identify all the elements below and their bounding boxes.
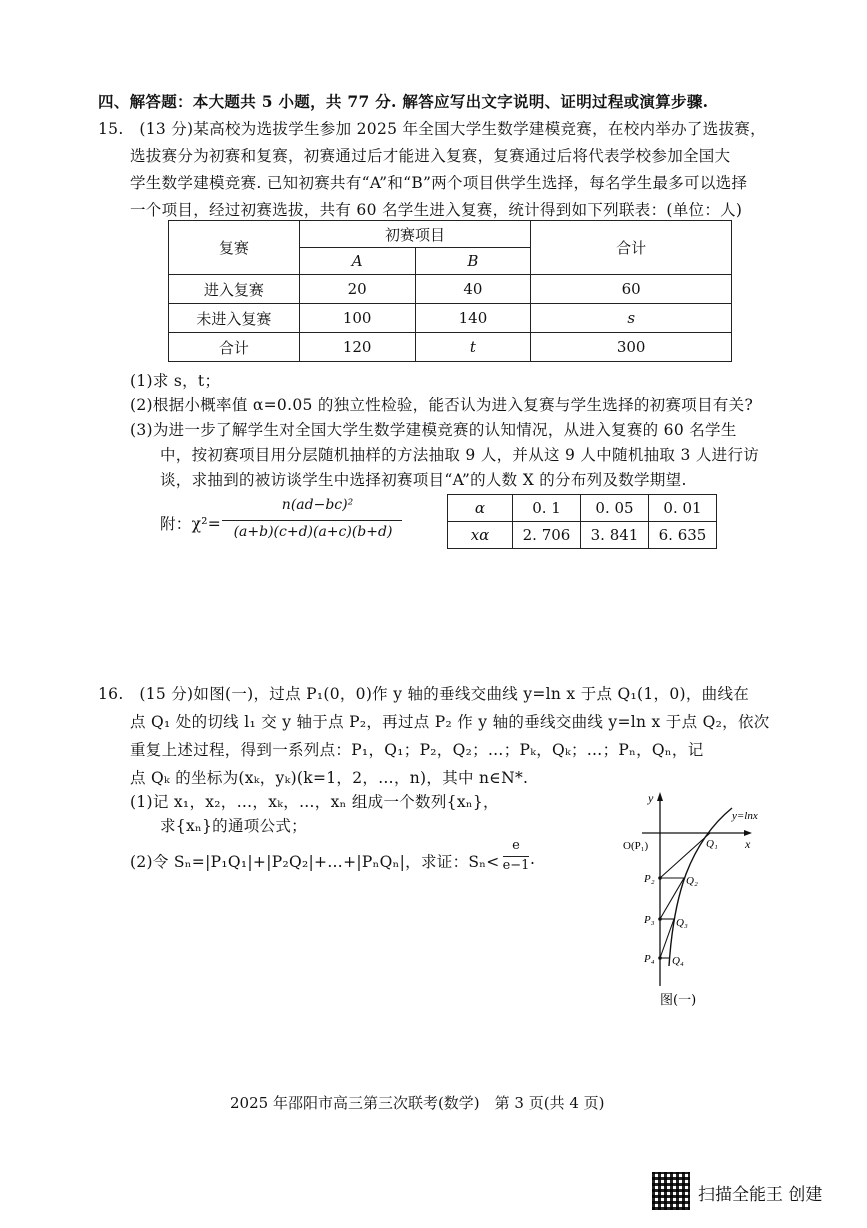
table-row [169,333,732,362]
figure-one [620,786,790,1026]
table-cell: 0. 1 [513,495,581,522]
qr-code-icon [652,1172,690,1210]
q15-line-4: 一个项目，经过初赛选拔，共有 60 名学生进入复赛，统计得到如下列联表：(单位：人) [130,201,743,219]
y-axis-label: y [648,791,654,805]
table-cell: 60 [531,275,732,304]
q15-line-1: 15. (13 分)某高校为选拔学生参加 2025 年全国大学生数学建模竞赛，在校内举办了选拔赛， [98,120,766,138]
formula-numerator: n(ad−bc)² [281,497,354,513]
label-q4: Q₄ [672,955,684,967]
q16-line-2: 点 Q₁ 处的切线 l₁ 交 y 轴于点 P₂，再过点 P₂ 作 y 轴的垂线交曲线 y=ln x 于点 Q₂，依次 [130,713,770,731]
header-total: 合计 [531,221,732,275]
formula-prefix: 附：χ²= [160,515,222,533]
watermark-text: 扫描全能王 创建 [698,1185,823,1205]
x-axis-arrow [744,830,752,836]
table-row [169,304,732,333]
header-fusai: 复赛 [169,221,300,275]
q16-line-3: 重复上述过程，得到一系列点：P₁，Q₁；P₂，Q₂；…；Pₖ，Qₖ；…；Pₙ，Qₙ，记 [130,741,704,759]
header-b: B [415,248,531,275]
fraction-bar [222,520,402,521]
x-alpha-label: xα [448,522,513,549]
q16-part-1a: (1)记 x₁，x₂，…，xₖ，…，xₙ 组成一个数列{xₙ}， [130,793,499,811]
table-row [448,495,717,522]
table-cell: 0. 01 [649,495,717,522]
q16-line-4: 点 Qₖ 的坐标为(xₖ，yₖ)(k=1，2，…，n)，其中 n∈N*. [130,769,529,787]
label-q1: Q₁ [706,838,718,850]
q15-part-3c: 谈，求抽到的被访谈学生中选择初赛项目“A”的人数 X 的分布列及数学期望. [160,471,687,489]
label-p2: P₂ [644,873,655,885]
table-row [448,522,717,549]
q15-line-2: 选拔赛分为初赛和复赛，初赛通过后才能进入复赛，复赛通过后将代表学校参加全国大 [130,147,731,165]
contingency-table [168,220,732,362]
q16-part-2-end: . [530,850,536,868]
tangent-line-1 [660,833,710,878]
table-cell: 100 [299,304,415,333]
point-p3 [658,917,662,921]
label-q3: Q₃ [676,917,688,929]
section-title: 四、解答题：本大题共 5 小题，共 77 分. 解答应写出文字说明、证明过程或演算步骤. [98,92,709,111]
q16-part-2: (2)令 Sₙ=|P₁Q₁|+|P₂Q₂|+…+|PₙQₙ|，求证：Sₙ< [130,853,500,871]
header-chusai: 初赛项目 [299,221,531,248]
fraction-denominator: e−1 [502,858,530,873]
table-cell: 进入复赛 [169,275,300,304]
label-p3: P₃ [644,914,655,926]
curve-label: y=lnx [732,810,758,822]
page-footer: 2025 年邵阳市高三第三次联考(数学) 第 3 页(共 4 页) [230,1094,605,1112]
table-cell: 140 [415,304,531,333]
critical-value-table [447,494,717,549]
table-cell: s [531,304,732,333]
header-a: A [299,248,415,275]
q16-line-1: 16. (15 分)如图(一)，过点 P₁(0，0)作 y 轴的垂线交曲线 y=ln x 于点 Q₁(1，0)，曲线在 [98,685,750,703]
point-p2 [658,876,662,880]
table-cell: 0. 05 [581,495,649,522]
origin-label: O(P₁) [623,840,649,852]
q15-line-3: 学生数学建模竞赛. 已知初赛共有“A”和“B”两个项目供学生选择，每名学生最多可以选择 [130,174,748,192]
formula-denominator: (a+b)(c+d)(a+c)(b+d) [233,524,393,540]
table-cell: 300 [531,333,732,362]
table-cell: t [415,333,531,362]
figure-caption: 图(一) [660,993,697,1008]
x-axis-label: x [745,837,751,851]
table-cell: 2. 706 [513,522,581,549]
table-cell: 未进入复赛 [169,304,300,333]
alpha-label: α [448,495,513,522]
fraction-bar [503,856,529,857]
tangent-line-2 [660,878,684,919]
table-cell: 120 [299,333,415,362]
table-cell: 6. 635 [649,522,717,549]
q15-part-2: (2)根据小概率值 α=0.05 的独立性检验，能否认为进入复赛与学生选择的初赛项目有关? [130,396,754,414]
y-axis-arrow [657,792,663,801]
table-row [169,275,732,304]
fraction-numerator: e [512,838,520,853]
q15-part-3b: 中，按初赛项目用分层随机抽样的方法抽取 9 人，并从这 9 人中随机抽取 3 人进行访 [160,446,760,464]
table-cell: 40 [415,275,531,304]
table-cell: 20 [299,275,415,304]
q15-part-3a: (3)为进一步了解学生对全国大学生数学建模竞赛的认知情况，从进入复赛的 60 名学生 [130,421,737,439]
point-p4 [658,956,662,960]
table-cell: 合计 [169,333,300,362]
q16-part-1b: 求{xₙ}的通项公式； [160,817,307,835]
q15-part-1: (1)求 s，t； [130,372,221,390]
label-p4: P₄ [644,953,655,965]
table-cell: 3. 841 [581,522,649,549]
label-q2: Q₂ [686,875,698,887]
